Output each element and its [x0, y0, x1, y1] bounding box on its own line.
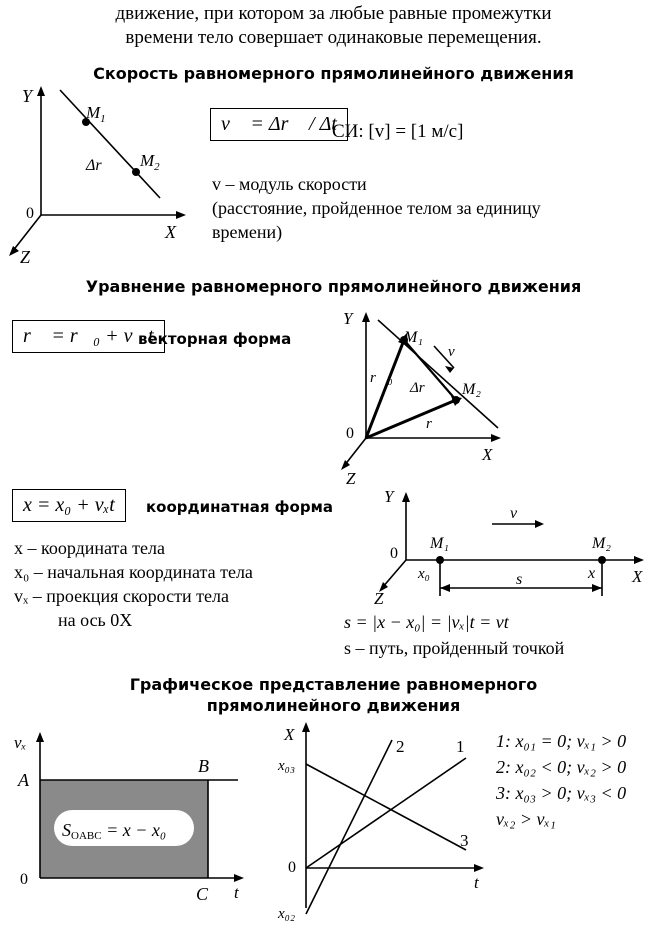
path-description: s – путь, пройденный точкой — [344, 638, 565, 658]
m1-label: M₁ — [404, 329, 423, 346]
x02-label: x₀₂ — [278, 906, 296, 922]
v-label: v⃗ — [510, 505, 530, 522]
dr-label: Δr⃗ — [410, 380, 437, 396]
section3-title-1: Графическое представление равномерного — [129, 675, 538, 694]
line-1-label: 1 — [456, 737, 465, 756]
vector-form-label: векторная форма — [138, 330, 292, 348]
m2-label: M₂ — [462, 381, 481, 398]
point-b-label: B — [198, 756, 209, 776]
vector-formula: r⃗ = r⃗₀ + v⃗t — [12, 320, 165, 353]
origin-label: 0 — [346, 425, 354, 442]
x-label: x — [588, 565, 596, 582]
axis-z-label: Z — [346, 469, 356, 488]
def-vx: vₓ – проекция скорости тела — [14, 586, 229, 606]
note-2: 2: x₀₂ < 0; vₓ₂ > 0 — [496, 757, 627, 777]
coordinate-time-graph — [270, 718, 500, 928]
coordinate-formula: x = x₀ + vₓt — [12, 489, 126, 522]
path-formula: s = |x − x₀| = |vₓ|t = vt — [344, 612, 509, 632]
section1-title: Скорость равномерного прямолинейного движения — [93, 64, 574, 83]
x03-label: x₀₃ — [278, 758, 296, 774]
x0-label: x₀ — [418, 566, 430, 582]
point-c-label: C — [196, 884, 209, 904]
r-label: r⃗ — [426, 416, 444, 432]
axis-x-label: X — [165, 222, 176, 242]
coordinate-diagram — [360, 484, 660, 614]
s-label: s — [516, 571, 523, 588]
displacement-label: Δr⃗ — [86, 157, 115, 174]
axis-z-label: Z — [20, 247, 31, 267]
axis-y-label: Y — [343, 309, 353, 328]
x-axis-label: X — [284, 725, 295, 744]
origin-label: 0 — [390, 545, 398, 562]
r0-label: r⃗₀ — [370, 370, 393, 386]
def-x: x – координата тела — [14, 538, 165, 558]
def-vx-axis: на ось 0X — [58, 610, 133, 630]
point-m1-label: $M_1$ — [86, 103, 106, 125]
m2-label: M₂ — [592, 535, 611, 552]
origin-label: 0 — [288, 859, 296, 876]
def-x0: x₀ – начальная координата тела — [14, 562, 253, 582]
axis-z-label: Z — [374, 589, 384, 608]
m1-label: M₁ — [430, 535, 449, 552]
t-axis-label: t — [474, 873, 479, 892]
axis-y-label: Y — [384, 487, 394, 506]
line-2-label: 2 — [396, 737, 405, 756]
intro-line-2: времени тело совершает одинаковые перемещения. — [125, 27, 542, 48]
point-m2-label: $M_2$ — [140, 151, 160, 173]
speed-desc-2: (расстояние, пройденное телом за единицу — [212, 198, 541, 218]
velocity-diagram — [0, 80, 200, 270]
velocity-formula: v⃗ = Δr⃗ / Δt — [210, 108, 348, 141]
t-axis-label: t — [234, 883, 239, 902]
velocity-time-graph — [0, 728, 260, 908]
note-4: vₓ₂ > vₓ₁ — [496, 809, 556, 829]
line-3-label: 3 — [460, 831, 469, 850]
axis-x-label: X — [632, 567, 643, 586]
axis-y-label: Y — [22, 86, 33, 106]
vx-axis-label: vₓ — [14, 733, 27, 752]
axis-x-label: X — [482, 445, 493, 464]
v-label: v⃗ — [448, 344, 467, 360]
si-units: СИ: [v] = [1 м/с] — [332, 121, 464, 142]
coordinate-form-label: координатная форма — [146, 498, 333, 516]
origin-label: 0 — [20, 871, 28, 888]
speed-desc-1: v – модуль скорости — [212, 174, 367, 194]
speed-desc-3: времени) — [212, 222, 283, 242]
intro-line-1: движение, при котором за любые равные промежутки — [115, 3, 552, 24]
section3-title-2: прямолинейного движения — [206, 696, 461, 715]
origin-label: 0 — [26, 205, 34, 222]
area-formula: SOABC = x − x₀ — [62, 820, 167, 842]
vector-diagram — [330, 300, 510, 490]
note-1: 1: x₀₁ = 0; vₓ₁ > 0 — [496, 731, 627, 751]
point-a-label: A — [18, 770, 29, 790]
note-3: 3: x₀₃ > 0; vₓ₃ < 0 — [496, 783, 627, 803]
section2-title: Уравнение равномерного прямолинейного движения — [85, 277, 582, 296]
